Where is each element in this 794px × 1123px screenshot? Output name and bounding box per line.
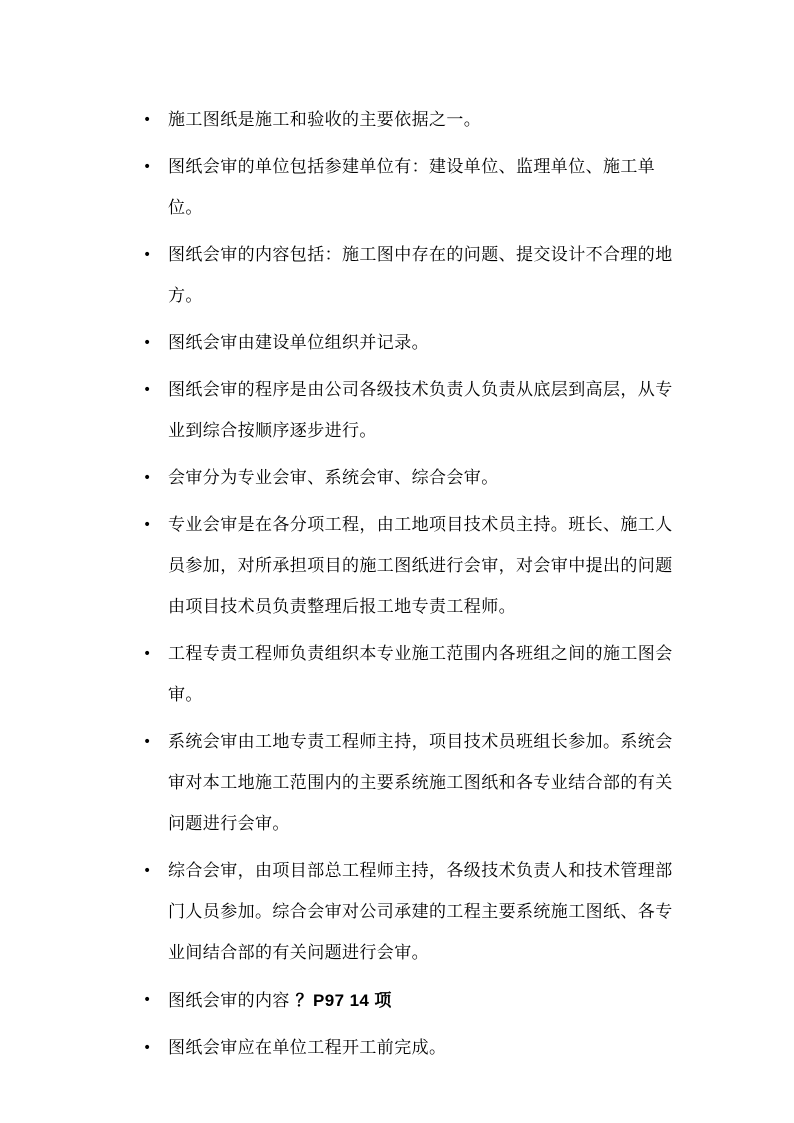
bullet-icon: • bbox=[143, 247, 152, 263]
bullet-icon: • bbox=[143, 517, 152, 533]
bullet-icon: • bbox=[143, 335, 152, 351]
list-item-text: 专业会审是在各分项工程，由工地项目技术员主持。班长、施工人员参加，对所承担项目的施工图纸进行会审，对会审中提出的问题由项目技术员负责整理后报工地专责工程师。 bbox=[168, 515, 673, 617]
list-item-text: 图纸会审的单位包括参建单位有：建设单位、监理单位、施工单位。 bbox=[168, 157, 656, 218]
bullet-icon: • bbox=[143, 470, 152, 486]
bullet-icon: • bbox=[143, 159, 152, 175]
bullet-list bbox=[143, 100, 683, 1075]
list-item bbox=[143, 458, 683, 499]
list-item-text: 综合会审，由项目部总工程师主持，各级技术负责人和技术管理部门人员参加。综合会审对公司承建的工程主要系统施工图纸、各专业间结合部的有关问题进行会审。 bbox=[168, 861, 673, 963]
bullet-icon: • bbox=[143, 1040, 152, 1056]
bullet-icon: • bbox=[143, 646, 152, 662]
list-item bbox=[143, 100, 683, 141]
list-item-text: 施工图纸是施工和验收的主要依据之一。 bbox=[168, 110, 482, 130]
list-item-text: 图纸会审的内容包括：施工图中存在的问题、提交设计不合理的地方。 bbox=[168, 245, 673, 306]
bullet-icon: • bbox=[143, 992, 152, 1008]
list-item bbox=[143, 851, 683, 974]
bullet-icon: • bbox=[143, 382, 152, 398]
list-item bbox=[143, 505, 683, 628]
list-item bbox=[143, 370, 683, 452]
list-item-text bbox=[168, 980, 683, 1022]
list-item bbox=[143, 722, 683, 845]
list-item-text: 工程专责工程师负责组织本专业施工范围内各班组之间的施工图会审。 bbox=[168, 644, 673, 705]
list-item bbox=[143, 1028, 683, 1069]
list-item-text: 图纸会审由建设单位组织并记录。 bbox=[168, 333, 429, 353]
list-item bbox=[143, 634, 683, 716]
page-reference: ？P97 14 项 bbox=[295, 991, 392, 1010]
list-item-text: 系统会审由工地专责工程师主持，项目技术员班组长参加。系统会审对本工地施工范围内的主要系统施工图纸和各专业结合部的有关问题进行会审。 bbox=[168, 732, 673, 834]
bullet-icon: • bbox=[143, 112, 152, 128]
list-item bbox=[143, 980, 683, 1022]
list-item-text: 图纸会审应在单位工程开工前完成。 bbox=[168, 1038, 447, 1058]
list-item bbox=[143, 323, 683, 364]
list-item bbox=[143, 235, 683, 317]
list-item-text: 会审分为专业会审、系统会审、综合会审。 bbox=[168, 468, 499, 488]
bullet-icon: • bbox=[143, 863, 152, 879]
list-item bbox=[143, 147, 683, 229]
list-item-text: 图纸会审的程序是由公司各级技术负责人负责从底层到高层，从专业到综合按顺序逐步进行。 bbox=[168, 380, 673, 441]
list-item-text-main: 图纸会审的内容 bbox=[168, 991, 296, 1011]
bullet-icon: • bbox=[143, 734, 152, 750]
